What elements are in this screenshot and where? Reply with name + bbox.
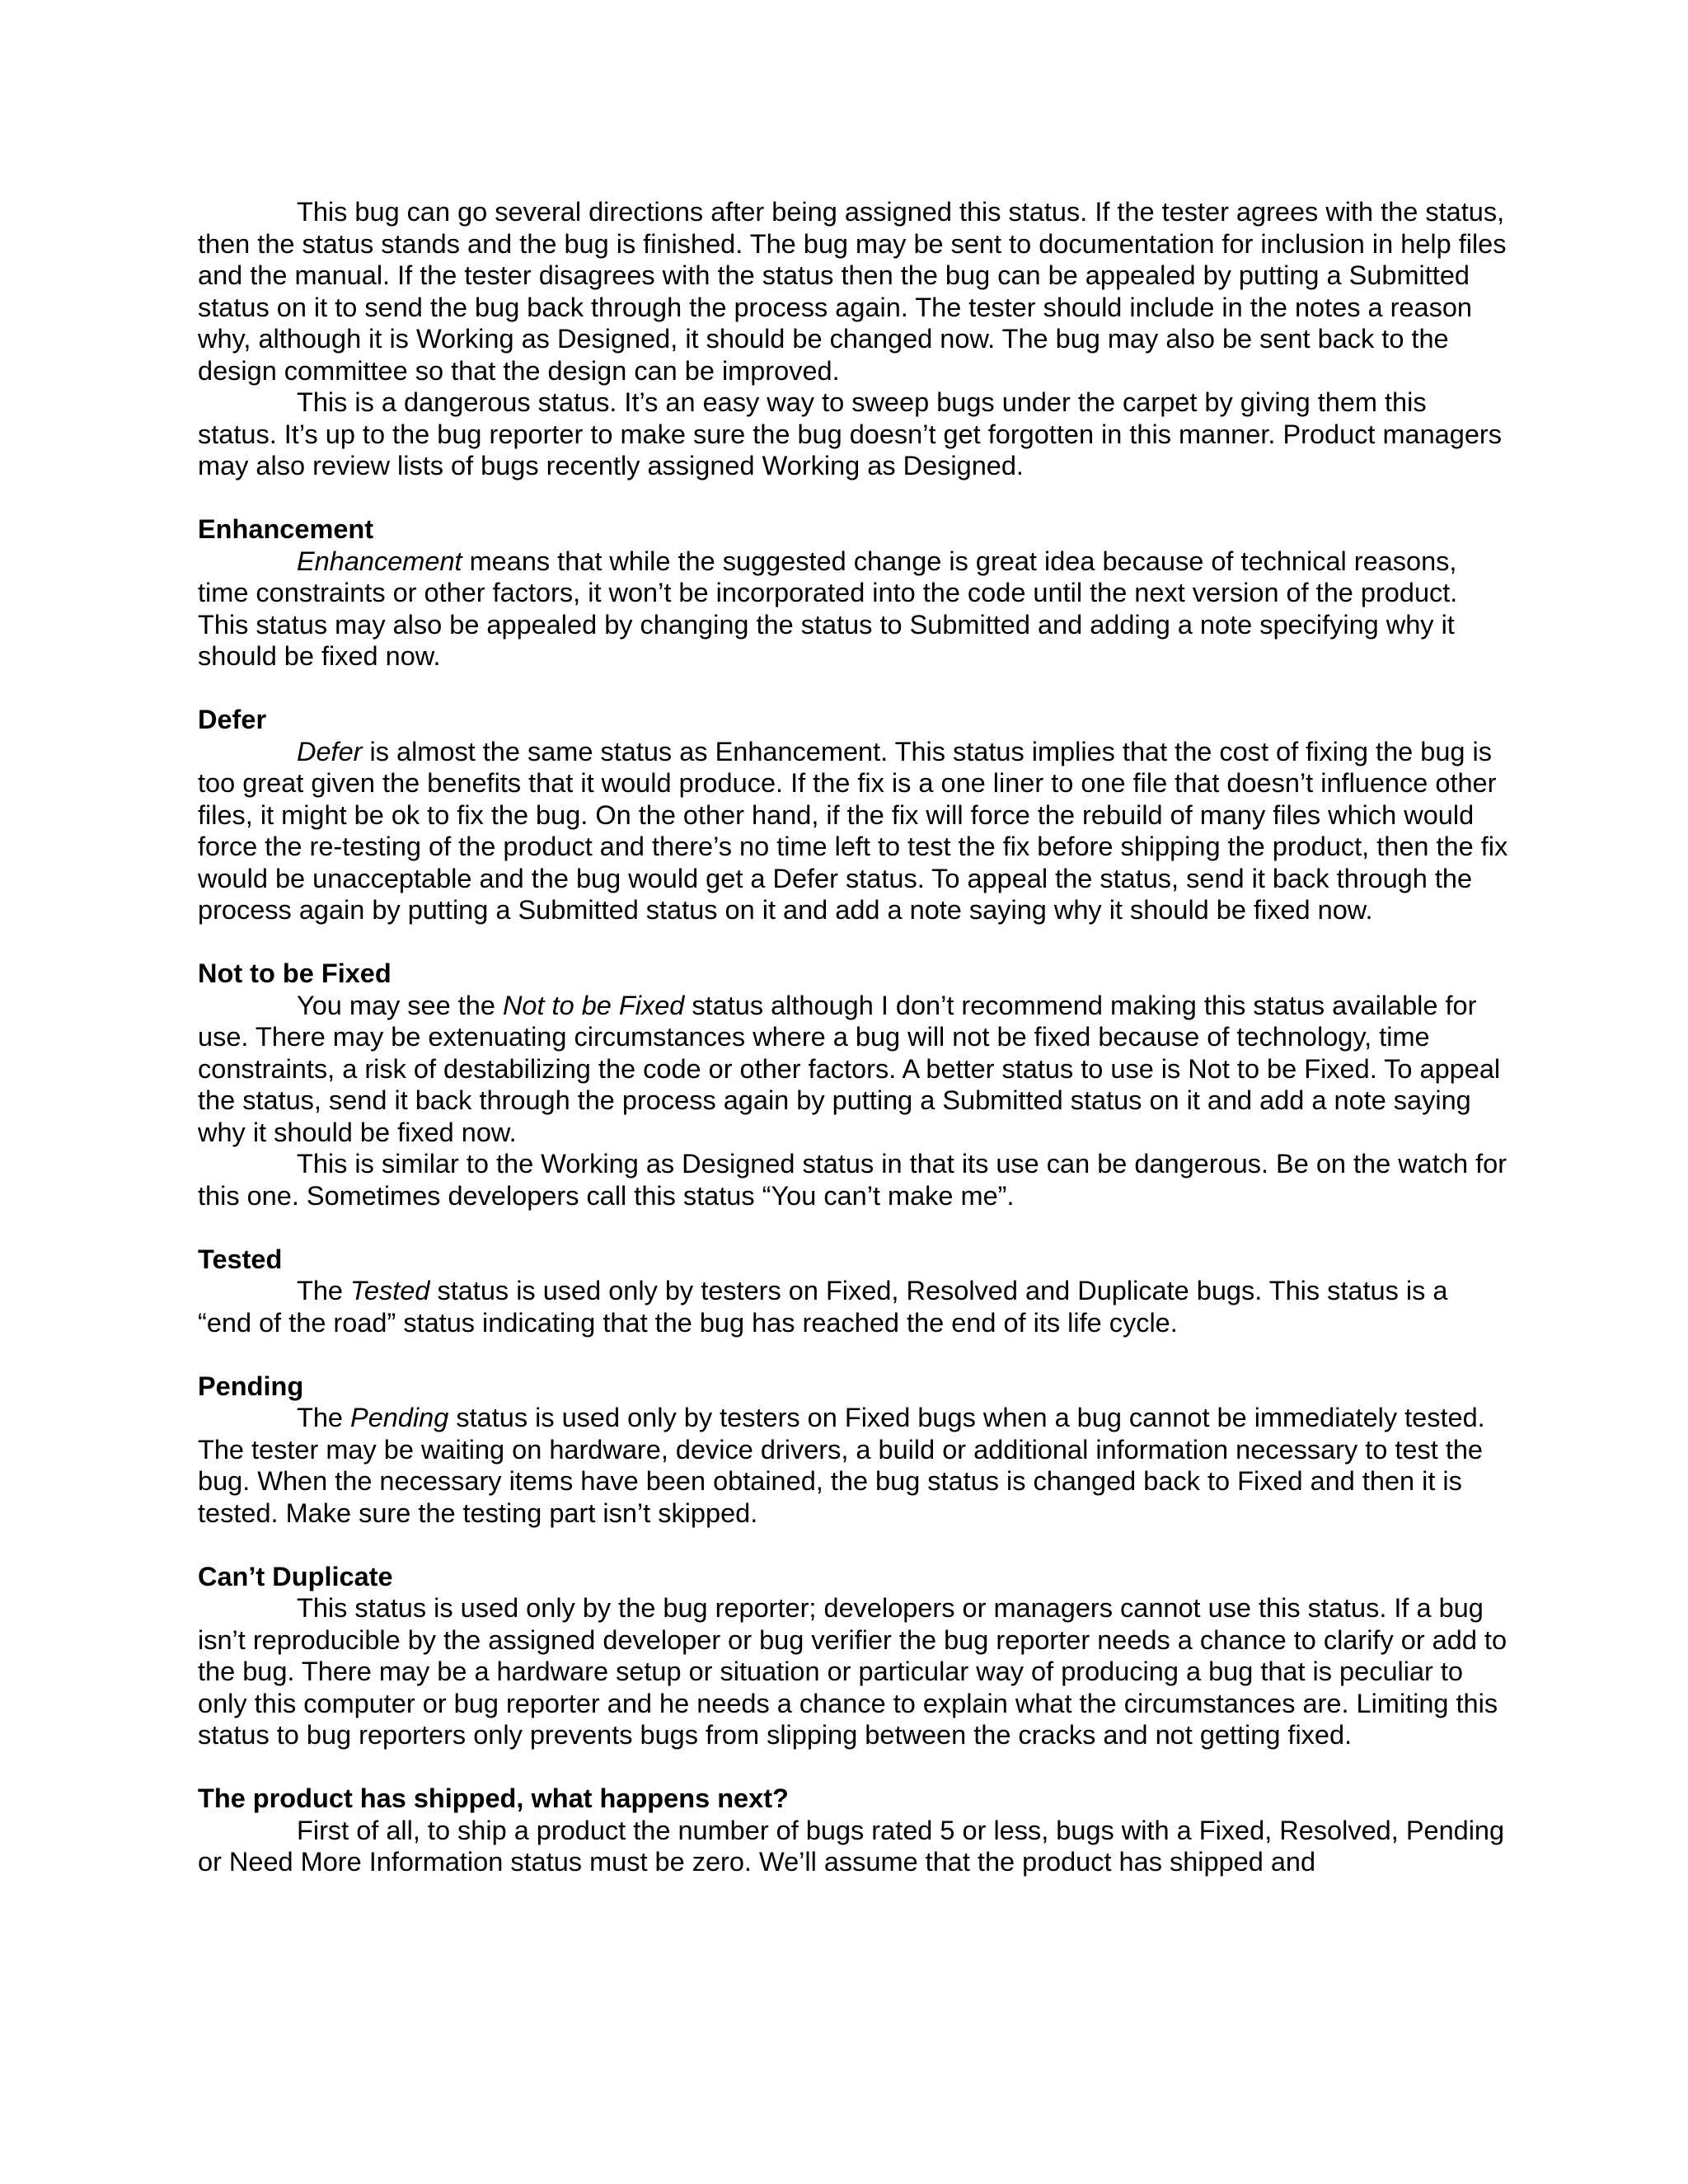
- heading-pending: Pending: [198, 1371, 304, 1401]
- enhancement-term: Enhancement: [297, 546, 462, 576]
- defer-paragraph-1: [198, 736, 1508, 926]
- tested-text: status is used only by testers on Fixed, Resolved and Duplicate bugs. This status is a “end of the road” status indicating that the bug has reached the end of its life cycle.: [198, 1276, 1448, 1338]
- section-spacer: [198, 926, 1508, 958]
- section-spacer: [198, 1751, 1508, 1783]
- cant-duplicate-paragraph-1: This status is used only by the bug reporter; developers or managers cannot use this status. If a bug isn’t reproducible by the assigned developer or bug verifier the bug reporter needs a chance to clarify or add to the bug. There may be a hardware setup or situation or particular way of producing a bug that is peculiar to only this computer or bug reporter and he needs a chance to explain what the circumstances are. Limiting this status to bug reporters only prevents bugs from slipping between the cracks and not getting fixed.: [198, 1593, 1507, 1750]
- not-fixed-paragraph-1: [198, 990, 1508, 1149]
- pending-paragraph-1: [198, 1402, 1508, 1529]
- section-spacer: [198, 1338, 1508, 1371]
- enhancement-paragraph-2: This status may also be appealed by changing the status to Submitted and adding a note specifying why it should be fixed now.: [198, 609, 1455, 671]
- heading-tested: Tested: [198, 1244, 283, 1274]
- section-spacer: [198, 673, 1508, 705]
- not-fixed-paragraph-2: This is similar to the Working as Designed status in that its use can be dangerous. Be on the watch for this one. Sometimes developers call this status “You can’t make me”.: [198, 1149, 1507, 1211]
- heading-defer: Defer: [198, 705, 267, 734]
- not-fixed-lead: You may see the: [297, 990, 503, 1020]
- intro-paragraph-2: This is a dangerous status. It’s an easy way to sweep bugs under the carpet by giving them this status. It’s up to the bug reporter to make sure the bug doesn’t get forgotten in this manner. Product managers may also review lists of bugs recently assigned Working as Designed.: [198, 387, 1502, 480]
- enhancement-text: means that while the suggested change is great idea because of technical reasons, time constraints or other factors, it won’t be incorporated into the code until the next version of the product.: [198, 546, 1458, 607]
- heading-enhancement: Enhancement: [198, 514, 374, 544]
- tested-lead: The: [297, 1276, 351, 1305]
- pending-lead: The: [297, 1403, 351, 1432]
- document-page: [198, 196, 1508, 1878]
- defer-text: is almost the same status as Enhancement. This status implies that the cost of fixing the bug is too great given the benefits that it would produce. If the fix is a one liner to one file that doesn’t influence other files, it might be ok to fix the bug. On the other hand, if the fix will force the rebuild of many files which would force the re-testing of the product and there’s no time left to test the fix before shipping the product, then the fix would be unacceptable and the bug would get a Defer status. To appeal the status, send it back through the process again by putting a Submitted status on it and add a note saying why it should be fixed now.: [198, 736, 1508, 925]
- section-spacer: [198, 482, 1508, 514]
- heading-not-to-be-fixed: Not to be Fixed: [198, 958, 392, 988]
- enhancement-paragraph-1: [198, 546, 1508, 609]
- pending-text: status is used only by testers on Fixed bugs when a bug cannot be immediately tested. The tester may be waiting on hardware, device drivers, a build or additional information necessary to test the bug. When the necessary items have been obtained, the bug status is changed back to Fixed and then it is tested. Make sure the testing part isn’t skipped.: [198, 1403, 1485, 1528]
- heading-product-shipped: The product has shipped, what happens next?: [198, 1783, 789, 1813]
- tested-term: Tested: [350, 1276, 430, 1305]
- section-spacer: [198, 1529, 1508, 1561]
- heading-cant-duplicate: Can’t Duplicate: [198, 1561, 393, 1591]
- intro-paragraph-1: This bug can go several directions after being assigned this status. If the tester agrees with the status, then the status stands and the bug is finished. The bug may be sent to documentation for inclusion in help files and the manual. If the tester disagrees with the status then the bug can be appealed by putting a Submitted status on it to send the bug back through the process again. The tester should include in the notes a reason why, although it is Working as Designed, it should be changed now. The bug may also be sent back to the design committee so that the design can be improved.: [198, 197, 1507, 386]
- shipped-paragraph-1: First of all, to ship a product the number of bugs rated 5 or less, bugs with a Fixed, Resolved, Pending or Need More Information status must be zero. We’ll assume that the product has shipped and: [198, 1815, 1505, 1877]
- not-fixed-text: status although I don’t recommend making this status available for use. There may be extenuating circumstances where a bug will not be fixed because of technology, time constraints, a risk of destabilizing the code or other factors. A better status to use is Not to be Fixed. To appeal the status, send it back through the process again by putting a Submitted status on it and add a note saying why it should be fixed now.: [198, 990, 1501, 1147]
- not-fixed-term: Not to be Fixed: [502, 990, 685, 1020]
- pending-term: Pending: [350, 1403, 449, 1432]
- defer-term: Defer: [297, 736, 363, 766]
- section-spacer: [198, 1212, 1508, 1244]
- tested-paragraph-1: [198, 1275, 1508, 1338]
